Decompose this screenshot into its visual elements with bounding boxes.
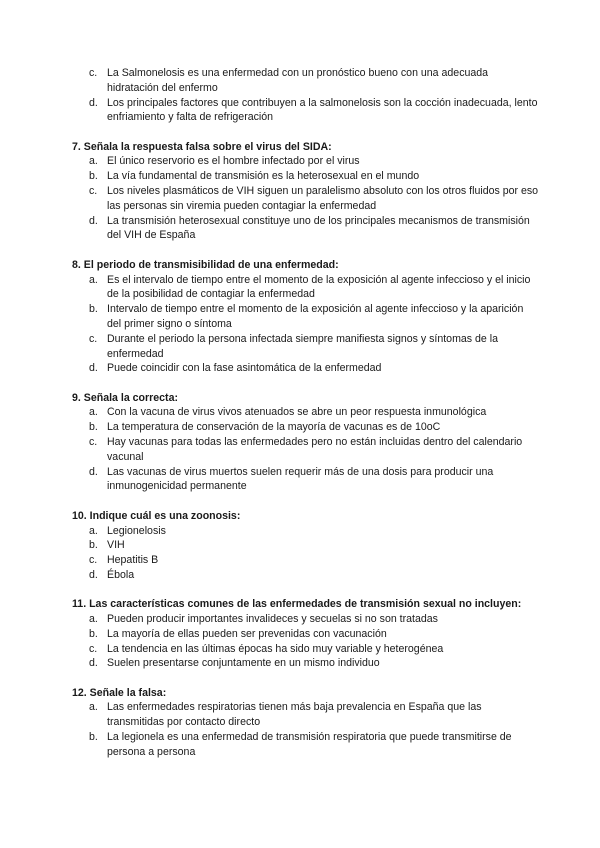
option-letter: a. — [89, 613, 98, 625]
question-7 — [0, 140, 600, 244]
option-item — [72, 656, 540, 671]
option-item — [72, 154, 540, 169]
option-text: Puede coincidir con la fase asintomática de la enfermedad — [107, 362, 382, 375]
option-text: La Salmonelosis es una enfermedad con un pronóstico bueno con una adecuada hidratación del enfermo — [107, 67, 489, 94]
option-item — [72, 66, 540, 96]
options-list — [72, 524, 540, 583]
options-list — [72, 273, 540, 377]
question-9 — [0, 391, 600, 495]
question-title: 11. Las características comunes de las enfermedades de transmisión sexual no incluyen: — [72, 598, 522, 611]
option-item — [72, 420, 540, 435]
option-text: Las vacunas de virus muertos suelen requerir más de una dosis para producir una inmunogenicidad permanente — [107, 465, 494, 493]
option-letter: a. — [89, 406, 98, 419]
option-item — [72, 538, 540, 553]
option-letter: a. — [89, 701, 98, 714]
option-text: Hay vacunas para todas las enfermedades pero no están incluidas dentro del calendario vacunal — [107, 436, 523, 463]
option-letter: d. — [89, 568, 98, 581]
option-item — [72, 612, 540, 627]
option-text: Las enfermedades respiratorias tienen más baja prevalencia en España que las transmitidas por contacto directo — [107, 701, 482, 729]
option-item — [72, 273, 540, 303]
option-text: El único reservorio es el hombre infectado por el virus — [107, 155, 360, 168]
option-item — [72, 435, 540, 465]
option-letter: c. — [89, 332, 98, 345]
option-letter: a. — [89, 273, 98, 286]
option-letter: d. — [89, 214, 98, 227]
option-text: La tendencia en las últimas épocas ha sido muy variable y heterogénea — [107, 642, 444, 655]
option-letter: c. — [89, 554, 98, 567]
option-item — [72, 627, 540, 642]
option-item — [72, 302, 540, 332]
options-list — [72, 405, 540, 494]
option-text: La vía fundamental de transmisión es la heterosexual en el mundo — [107, 170, 420, 183]
option-item — [72, 361, 540, 376]
option-text: Es el intervalo de tiempo entre el momento de la exposición al agente infeccioso y el inicio de la posibilidad de contagiar la enfermedad — [107, 273, 531, 301]
option-letter: c. — [89, 67, 98, 79]
option-item — [72, 524, 540, 539]
options-list — [72, 700, 540, 759]
option-item — [72, 169, 540, 184]
document-page — [0, 66, 600, 774]
option-letter: a. — [89, 155, 98, 168]
option-letter: d. — [89, 96, 98, 109]
option-text: La legionela es una enfermedad de transmisión respiratoria que puede transmitirse de persona a persona — [107, 731, 512, 758]
option-letter: c. — [89, 436, 98, 449]
option-letter: b. — [89, 539, 98, 552]
options-list — [72, 66, 540, 125]
option-text: Hepatitis B — [107, 554, 159, 567]
question-11 — [0, 597, 600, 671]
option-letter: d. — [89, 657, 98, 670]
option-item — [72, 568, 540, 583]
option-text: Pueden producir importantes invalideces y secuelas si no son tratadas — [107, 613, 438, 625]
option-item — [72, 96, 540, 126]
option-text: Los principales factores que contribuyen a la salmonelosis son la cocción inadecuada, lento enfriamiento y falta de refrigeración — [107, 96, 538, 124]
option-letter: b. — [89, 170, 98, 183]
option-item — [72, 553, 540, 568]
question-10 — [0, 509, 600, 583]
option-text: La temperatura de conservación de la mayoría de vacunas es de 10oC — [107, 421, 441, 434]
option-text: Legionelosis — [107, 524, 166, 537]
option-text: Con la vacuna de virus vivos atenuados se abre un peor respuesta inmunológica — [107, 406, 487, 419]
option-text: VIH — [107, 539, 125, 552]
option-letter: c. — [89, 642, 98, 655]
option-letter: b. — [89, 731, 98, 744]
option-letter: b. — [89, 421, 98, 434]
option-text: La mayoría de ellas pueden ser prevenidas con vacunación — [107, 627, 387, 640]
option-item — [72, 184, 540, 214]
option-letter: d. — [89, 465, 98, 478]
option-letter: a. — [89, 524, 98, 537]
option-letter: b. — [89, 627, 98, 640]
question-title: 7. Señala la respuesta falsa sobre el virus del SIDA: — [72, 140, 332, 153]
options-list — [72, 612, 540, 671]
option-text: Suelen presentarse conjuntamente en un mismo individuo — [107, 657, 380, 670]
option-text: Ébola — [107, 568, 135, 581]
question-title: 9. Señala la correcta: — [72, 391, 178, 404]
option-item — [72, 214, 540, 244]
options-list — [72, 154, 540, 243]
option-item — [72, 465, 540, 495]
option-item — [72, 405, 540, 420]
option-item — [72, 642, 540, 657]
option-letter: b. — [89, 303, 98, 316]
option-item — [72, 730, 540, 760]
question-6-continued — [0, 66, 600, 125]
question-title: 12. Señale la falsa: — [72, 686, 167, 699]
option-item — [72, 700, 540, 730]
option-text: Intervalo de tiempo entre el momento de la exposición al agente infeccioso y la aparición del primer signo o síntoma — [107, 303, 524, 330]
question-title: 8. El periodo de transmisibilidad de una enfermedad: — [72, 258, 339, 271]
option-item — [72, 332, 540, 362]
option-text: La transmisión heterosexual constituye uno de los principales mecanismos de transmisión del VIH de España — [107, 214, 530, 242]
option-letter: d. — [89, 362, 98, 375]
option-text: Los niveles plasmáticos de VIH siguen un paralelismo absoluto con los otros fluidos por eso las personas sin viremia pueden contagiar la enfermedad — [107, 185, 539, 212]
question-8 — [0, 258, 600, 376]
question-12 — [0, 686, 600, 760]
option-text: Durante el periodo la persona infectada siempre manifiesta signos y síntomas de la enfermedad — [107, 332, 499, 360]
option-letter: c. — [89, 185, 98, 198]
question-title: 10. Indique cuál es una zoonosis: — [72, 509, 241, 522]
